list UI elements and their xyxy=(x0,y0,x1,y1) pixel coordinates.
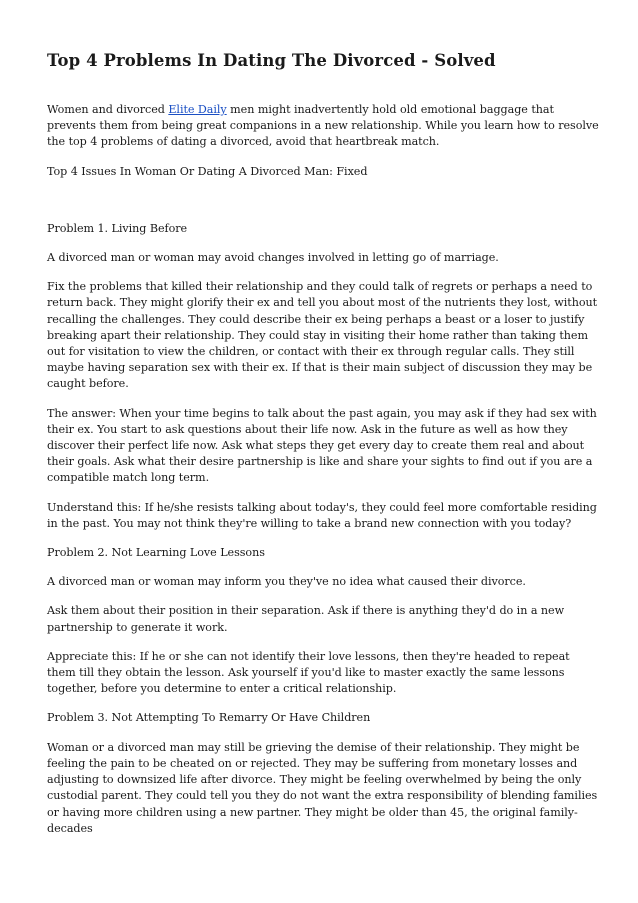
paragraph: The answer: When your time begins to talk about the past again, you may ask if they had sex with their ex. You start to ask questions about their life now. Ask in the future as well as how they discover their perfect life now. Ask what steps they get every day to create them real and about their goals. Ask what their desire partnership is like and share your sights to find out if you are a compatible match long term. xyxy=(47,406,597,485)
paragraph: Fix the problems that killed their relationship and they could talk of regrets or perhaps a need to return back. They might glorify their ex and tell you about most of the nutrients they lost, without recalling the challenges. They could describe their ex being perhaps a beast or a loser to justify breaking apart their relationship. They could stay in visiting their home rather than taking them out for visitation to view the children, or contact with their ex through regular calls. They still maybe having separation sex with their ex. If that is their main subject of discussion they may be caught before. xyxy=(47,280,598,391)
page-title: Top 4 Problems In Dating The Divorced - Solved xyxy=(47,51,496,70)
paragraph: Woman or a divorced man may still be grieving the demise of their relationship. They might be feeling the pain to be cheated on or rejected. They may be suffering from monetary losses and adjusting to downsized life after divorce. They might be feeling overwhelmed by being the only custodial parent. They could tell you they do not want the extra responsibility of blending families or having more children using a new partner. They might be older than 45, the original family- decades xyxy=(47,740,598,835)
problem-3-heading: Problem 3. Not Attempting To Remarry Or Have Children xyxy=(47,711,371,725)
paragraph: A divorced man or woman may avoid changes involved in letting go of marriage. xyxy=(47,251,499,265)
document-page xyxy=(47,50,599,850)
paragraph: Understand this: If he/she resists talking about today's, they could feel more comfortable residing in the past. You may not think they're willing to take a brand new connection with you today? xyxy=(47,500,597,530)
paragraph: A divorced man or woman may inform you they've no idea what caused their divorce. xyxy=(47,575,526,589)
problem-1-heading: Problem 1. Living Before xyxy=(47,221,188,235)
elite-daily-link[interactable]: Elite Daily xyxy=(168,103,227,116)
problem-2-heading: Problem 2. Not Learning Love Lessons xyxy=(47,546,265,560)
intro-text-after-link: men might inadvertently hold old emotional baggage that prevents them from being great companions in a new relationship. While you learn how to resolve the top 4 problems of dating a divorced, avoid that heartbreak match. xyxy=(47,103,599,149)
paragraph: Ask them about their position in their separation. Ask if there is anything they'd do in a new partnership to generate it work. xyxy=(47,604,565,634)
intro-text-before-link: Women and divorced xyxy=(47,103,169,116)
intro-paragraph xyxy=(47,102,599,151)
subheading-issues: Top 4 Issues In Woman Or Dating A Divorced Man: Fixed xyxy=(47,164,368,178)
paragraph: Appreciate this: If he or she can not identify their love lessons, then they're headed to repeat them till they obtain the lesson. Ask yourself if you'd like to master exactly the same lessons together, before you determine to enter a critical relationship. xyxy=(47,649,570,696)
